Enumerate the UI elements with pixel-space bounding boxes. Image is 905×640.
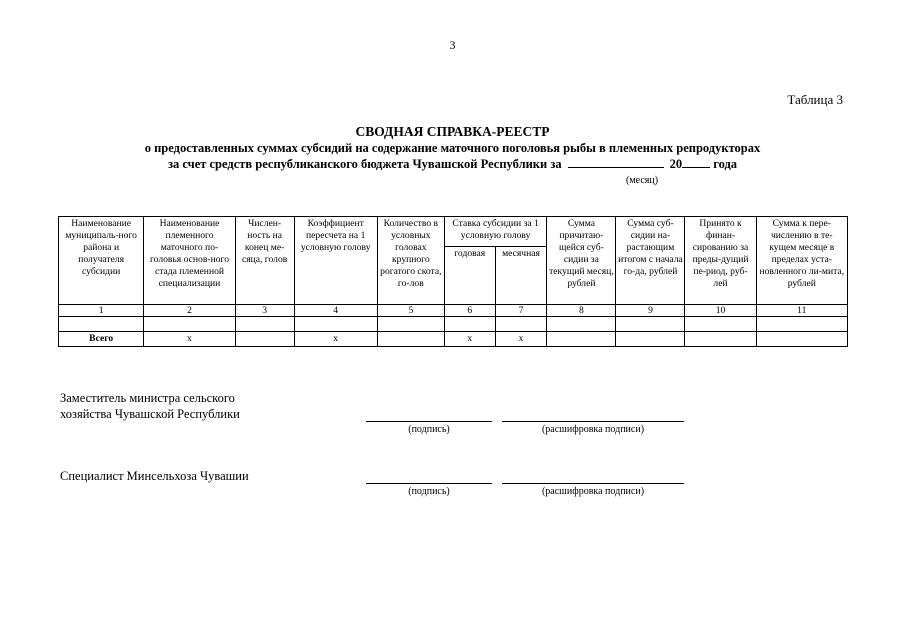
column-number: 6 <box>444 305 495 317</box>
total-cell: х <box>444 332 495 347</box>
signature-caption: (подпись) <box>408 486 450 497</box>
subtitle-suffix: года <box>713 157 738 171</box>
table-cell <box>294 317 377 332</box>
header-group-cell: Ставка субсидии за 1 условную голову <box>444 217 547 247</box>
table-row <box>59 317 848 332</box>
total-row <box>59 332 848 347</box>
table-cell <box>547 317 616 332</box>
table-cell <box>59 317 144 332</box>
decryption-line <box>502 421 684 422</box>
table-cell <box>685 317 756 332</box>
header-cell: Числен-ность на конец ме-сяца, голов <box>235 217 294 305</box>
header-cell: Наименование племенного маточного по-головья основ-ного стада племенной специализации <box>144 217 235 305</box>
total-label: Всего <box>59 332 144 347</box>
column-number: 8 <box>547 305 616 317</box>
header-cell: Количество в условных головах крупного рогатого скота, го-лов <box>377 217 444 305</box>
document-title: СВОДНАЯ СПРАВКА-РЕЕСТР <box>355 124 550 139</box>
table-cell <box>495 317 547 332</box>
column-number: 4 <box>294 305 377 317</box>
decryption-caption: (расшифровка подписи) <box>541 424 645 435</box>
column-number: 5 <box>377 305 444 317</box>
table-cell <box>144 317 235 332</box>
table-cell <box>756 317 847 332</box>
total-cell: х <box>144 332 235 347</box>
header-cell: Сумма к пере-числению в те-кущем месяце в пределах уста-новленного ли-мита, рублей <box>756 217 847 305</box>
column-number: 1 <box>59 305 144 317</box>
page-number: 3 <box>449 38 456 52</box>
header-cell: годовая <box>444 247 495 305</box>
decryption-line <box>502 483 684 484</box>
total-cell <box>377 332 444 347</box>
column-number: 7 <box>495 305 547 317</box>
total-cell <box>235 332 294 347</box>
subtitle-prefix: за счет средств республиканского бюджета Чувашской Республики за <box>167 157 562 171</box>
column-number: 3 <box>235 305 294 317</box>
column-number: 10 <box>685 305 756 317</box>
signature-caption: (подпись) <box>408 424 450 435</box>
signer2-position: Специалист Минсельхоза Чувашии <box>60 469 249 483</box>
document-subtitle-line2 <box>0 157 905 172</box>
total-cell <box>685 332 756 347</box>
signature-line <box>366 483 492 484</box>
column-number-row <box>59 305 848 317</box>
registry-table <box>58 216 848 347</box>
signer1-line2: хозяйства Чувашской Республики <box>60 407 240 421</box>
table-cell <box>377 317 444 332</box>
header-cell: Наименование муниципаль-ного района и получателя субсидии <box>59 217 144 305</box>
total-cell: х <box>294 332 377 347</box>
signer1-line1: Заместитель министра сельского <box>60 391 235 405</box>
header-cell: Сумма причитаю-щейся суб-сидии за текущий месяц, рублей <box>547 217 616 305</box>
column-number: 2 <box>144 305 235 317</box>
header-cell: Принято к финан-сированию за преды-дущий пе-риод, руб-лей <box>685 217 756 305</box>
signer1-position <box>60 390 240 422</box>
month-caption: (месяц) <box>626 175 659 186</box>
header-cell: Коэффициент пересчета на 1 условную голову <box>294 217 377 305</box>
total-cell <box>756 332 847 347</box>
table-cell <box>235 317 294 332</box>
total-cell <box>547 332 616 347</box>
table-cell <box>444 317 495 332</box>
document-subtitle-line1: о предоставленных суммах субсидий на содержание маточного поголовья рыбы в племенных репродукторах <box>144 141 761 155</box>
year-blank-line <box>682 167 710 168</box>
total-cell <box>616 332 685 347</box>
table-label: Таблица 3 <box>787 92 843 107</box>
column-number: 9 <box>616 305 685 317</box>
header-cell: месячная <box>495 247 547 305</box>
total-cell: х <box>495 332 547 347</box>
signature-line <box>366 421 492 422</box>
decryption-caption: (расшифровка подписи) <box>541 486 645 497</box>
table-cell <box>616 317 685 332</box>
header-cell: Сумма суб-сидии на-растающим итогом с начала го-да, рублей <box>616 217 685 305</box>
subtitle-year: 20 <box>669 157 683 171</box>
table-header-row <box>59 217 848 247</box>
month-blank-line <box>568 167 664 168</box>
column-number: 11 <box>756 305 847 317</box>
